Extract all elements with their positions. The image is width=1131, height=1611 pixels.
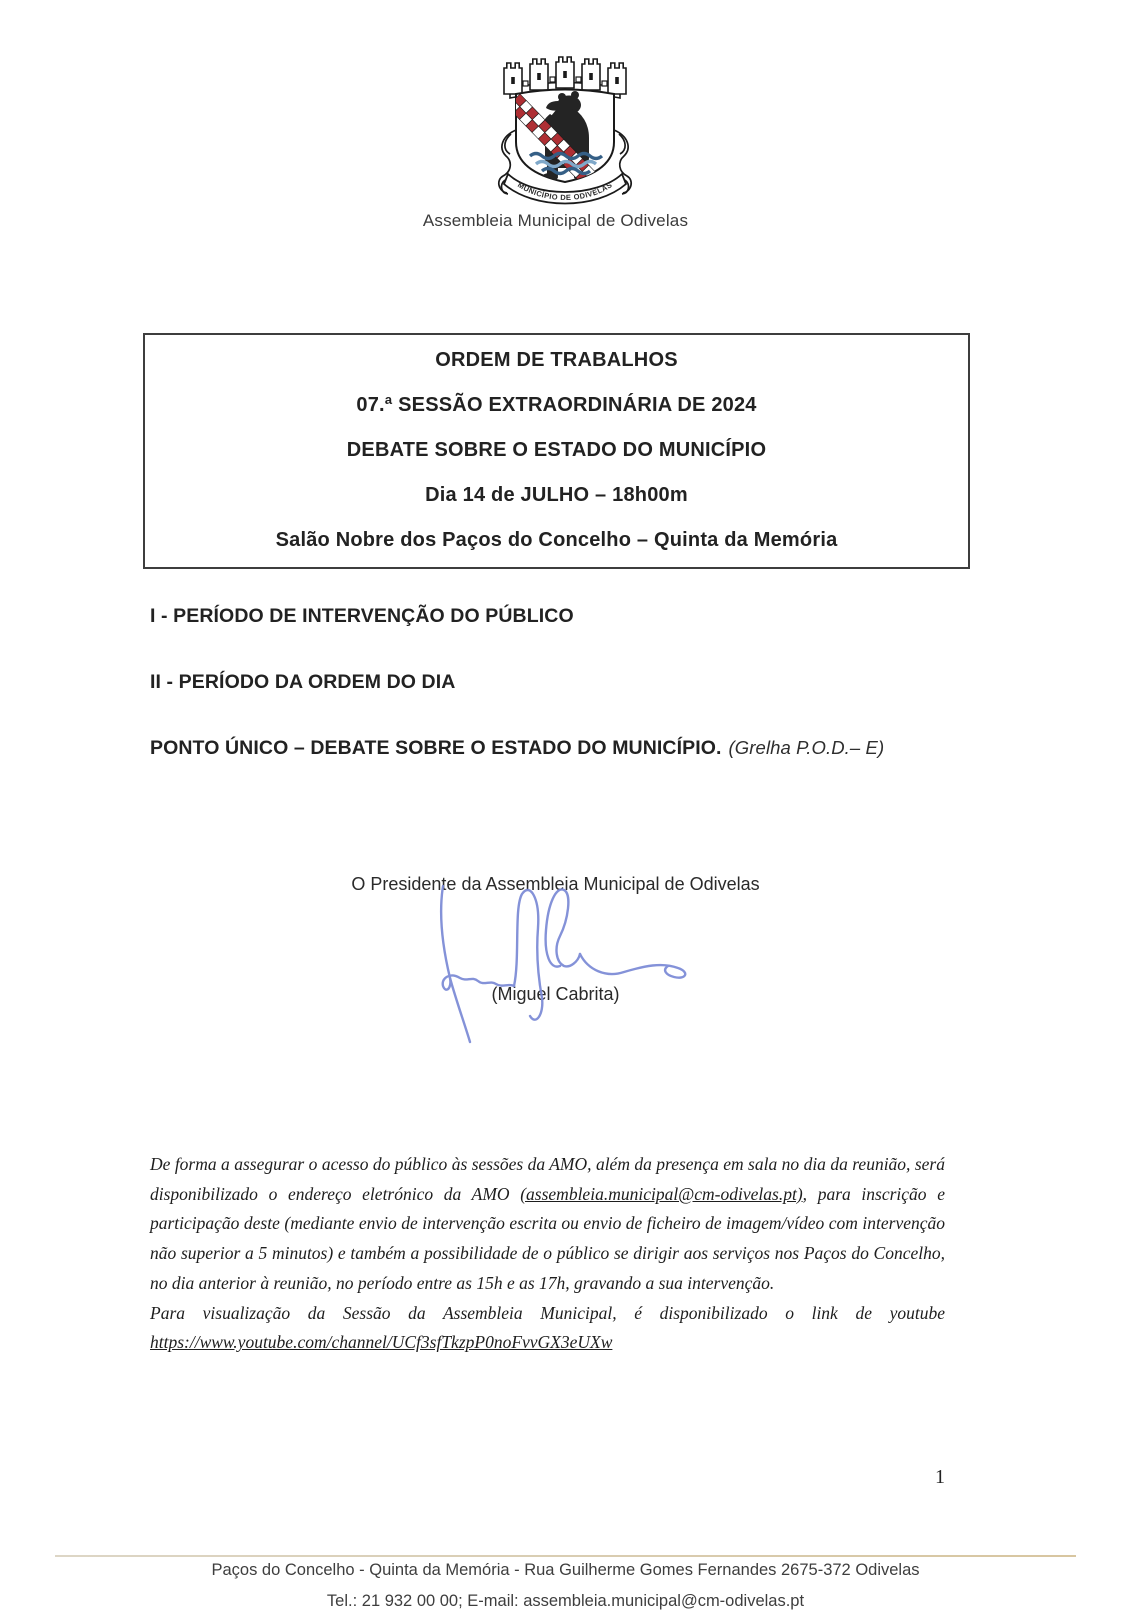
single-point-title: PONTO ÚNICO – DEBATE SOBRE O ESTADO DO MUNICÍPIO.	[150, 737, 722, 759]
youtube-line	[150, 1328, 945, 1358]
single-point-note: (Grelha P.O.D.– E)	[728, 737, 885, 758]
youtube-intro-line: Para visualização da Sessão da Assembleia Municipal, é disponibilizado o link de youtube	[150, 1302, 945, 1323]
footer-contacts: Tel.: 21 932 00 00; E-mail: assembleia.municipal@cm-odivelas.pt	[326, 1592, 805, 1610]
footer-address: Paços do Concelho - Quinta da Memória - Rua Guilherme Gomes Fernandes 2675-372 Odivelas	[211, 1561, 920, 1579]
notice-text-1: De forma a assegurar o acesso do público às sessões da AMO, além da presença em sala no dia da reunião, será disponibilizado o endereço eletrónico da AMO	[150, 1154, 945, 1204]
notice-text-2: , para inscrição e participação deste (mediante envio de intervenção escrita ou envio de ficheiro de imagem/vídeo com intervenção não superior a 5 minutos) e também a possibilidade de o público se dirigir aos serviços nos Paços do Concelho, no dia anterior à reunião, no período entre as 15h e as 17h, gravando a sua intervenção.	[150, 1183, 945, 1293]
coat-of-arms	[486, 44, 646, 212]
page-number: 1	[935, 1466, 945, 1488]
org-name: Assembleia Municipal de Odivelas	[422, 211, 689, 230]
signature-title: O Presidente da Assembleia Municipal de Odivelas	[351, 874, 760, 894]
agenda-date-time: Dia 14 de JULHO – 18h00m	[425, 484, 688, 506]
agenda-title: ORDEM DE TRABALHOS	[435, 349, 678, 371]
footer-divider	[55, 1555, 1076, 1557]
email-link[interactable]: (assembleia.municipal@cm-odivelas.pt)	[520, 1183, 803, 1204]
section-single-point	[150, 737, 884, 760]
crest-motto: MUNICÍPIO DE ODIVELAS	[516, 180, 614, 203]
notice-paragraph	[150, 1150, 945, 1299]
agenda-box	[143, 333, 970, 569]
youtube-link[interactable]: https://www.youtube.com/channel/UCf3sfTkzpP0noFvvGX3eUXw	[150, 1332, 613, 1353]
agenda-session: 07.ª SESSÃO EXTRAORDINÁRIA DE 2024	[356, 394, 757, 416]
signature-scribble	[410, 858, 710, 1056]
agenda-subject: DEBATE SOBRE O ESTADO DO MUNICÍPIO	[346, 439, 767, 461]
signature-name: (Miguel Cabrita)	[491, 984, 620, 1004]
section-order-of-day: II - PERÍODO DA ORDEM DO DIA	[150, 671, 456, 693]
notice-block	[150, 1150, 945, 1358]
section-public-intervention: I - PERÍODO DE INTERVENÇÃO DO PÚBLICO	[150, 605, 574, 627]
agenda-location: Salão Nobre dos Paços do Concelho – Quinta da Memória	[275, 529, 838, 551]
